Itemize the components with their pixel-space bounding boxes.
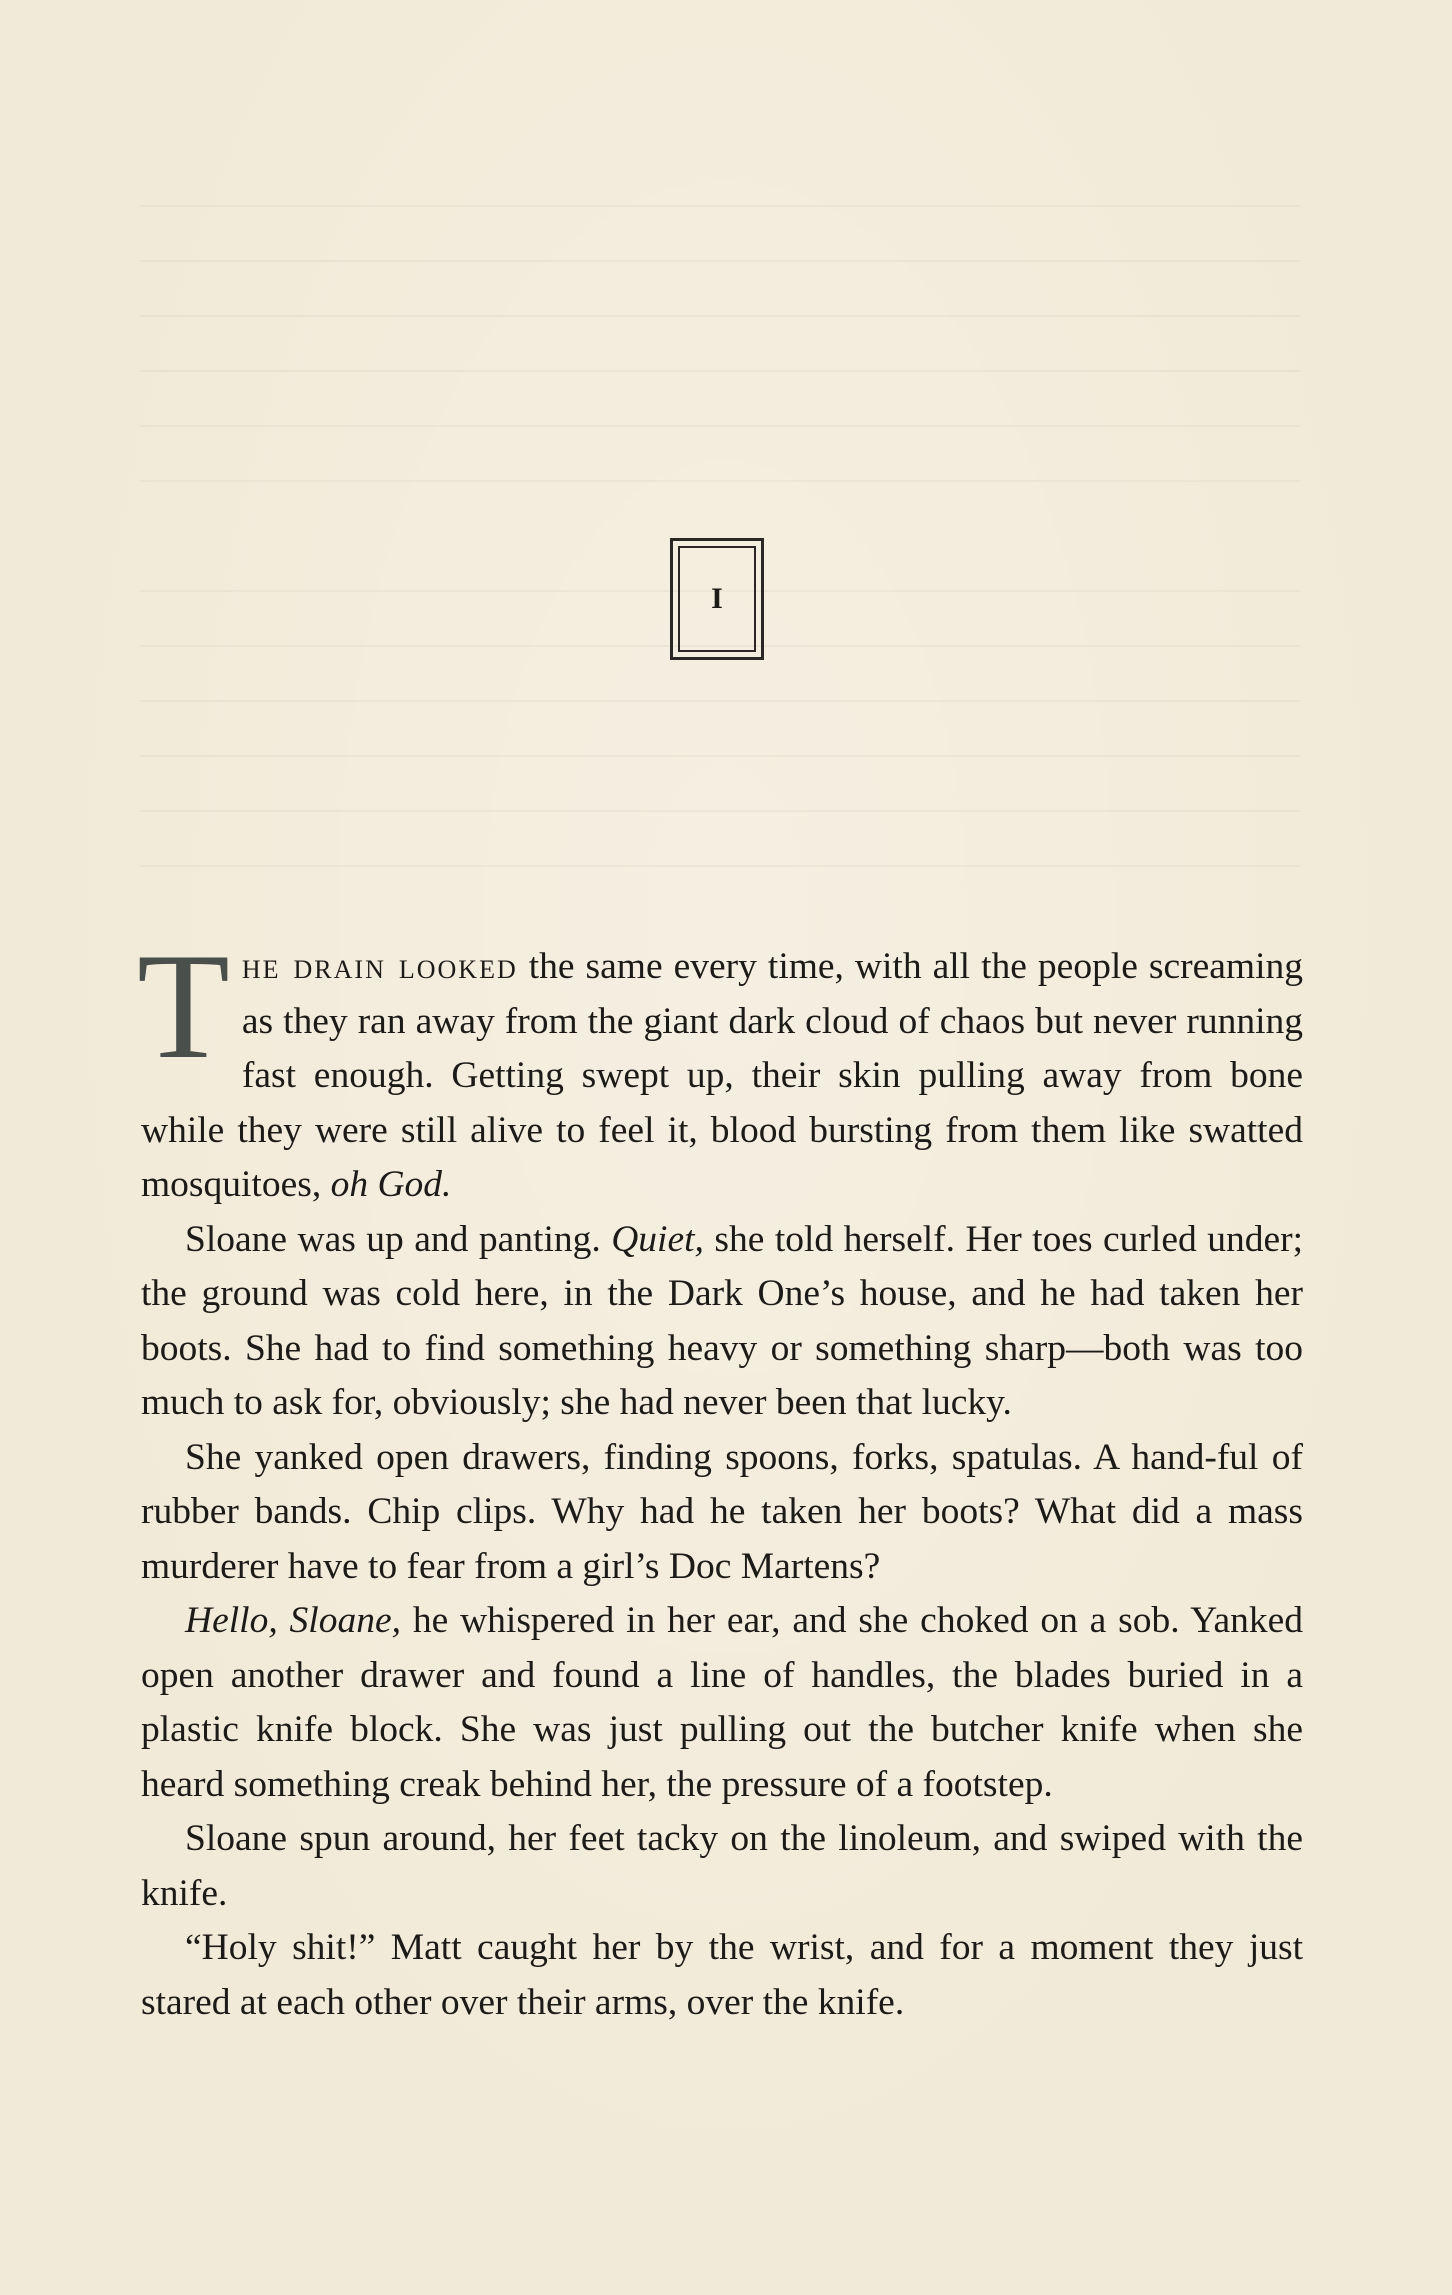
paragraph-4-text: he whispered in her ear, and she choked on a sob. Yanked open another drawer and found a line of handles, the blades buried in a plastic knife block. She was just pulling out the butcher knife when she heard something creak behind her, the pressure of a footstep. bbox=[141, 1600, 1303, 1805]
bleed-through-line bbox=[140, 810, 1300, 812]
bleed-through-line bbox=[140, 205, 1300, 207]
paragraph-2-italic: Quiet, bbox=[611, 1218, 704, 1260]
opening-small-caps: he drain looked bbox=[241, 946, 518, 987]
paragraph-6: “Holy shit!” Matt caught her by the wrist, and for a moment they just stared at each other over their arms, over the knife. bbox=[141, 1927, 1303, 2023]
paragraph-4-italic: Hello, Sloane, bbox=[185, 1600, 401, 1641]
bleed-through-line bbox=[140, 755, 1300, 757]
bleed-through-line bbox=[140, 370, 1300, 372]
chapter-number-frame bbox=[670, 538, 764, 660]
paragraph-2 bbox=[141, 1213, 1303, 1431]
paragraph-1 bbox=[137, 922, 1303, 1213]
bleed-through-line bbox=[140, 425, 1300, 427]
chapter-number-inner-frame bbox=[678, 546, 756, 652]
paragraph-2-text: Sloane was up and panting. bbox=[185, 1218, 612, 1260]
paragraph-1-text: the same every time, with all the people screaming as they ran away from the giant dark cloud of chaos but never running fast enough. Getting swept up, their skin pulling away from bone while they were still alive to feel it, blood bursting from them like swatted mosquitoes, bbox=[141, 946, 1303, 1205]
paragraph-3: She yanked open drawers, finding spoons, forks, spatulas. A hand-ful of rubber bands. Chip clips. Why had he taken her boots? What did a mass murderer have to fear from a girl’s Doc Martens? bbox=[141, 1436, 1303, 1587]
bleed-through-line bbox=[140, 865, 1300, 867]
paragraph-5: Sloane spun around, her feet tacky on the linoleum, and swiped with the knife. bbox=[141, 1818, 1303, 1914]
bleed-through-line bbox=[140, 480, 1300, 482]
paragraph-2-text-end: she told herself. Her toes curled under; the ground was cold here, in the Dark One’s house, and he had taken her boots. She had to find something heavy or something sharp—both was too much to ask for, obviously; she had never been that lucky. bbox=[141, 1218, 1303, 1423]
paragraph-1-italic: oh God. bbox=[330, 1164, 452, 1205]
drop-cap: T bbox=[137, 922, 230, 1090]
bleed-through-line bbox=[140, 315, 1300, 317]
chapter-number: I bbox=[711, 582, 723, 615]
paragraph-4 bbox=[141, 1594, 1303, 1812]
body-text bbox=[137, 922, 1303, 2030]
bleed-through-line bbox=[140, 260, 1300, 262]
bleed-through-line bbox=[140, 700, 1300, 702]
